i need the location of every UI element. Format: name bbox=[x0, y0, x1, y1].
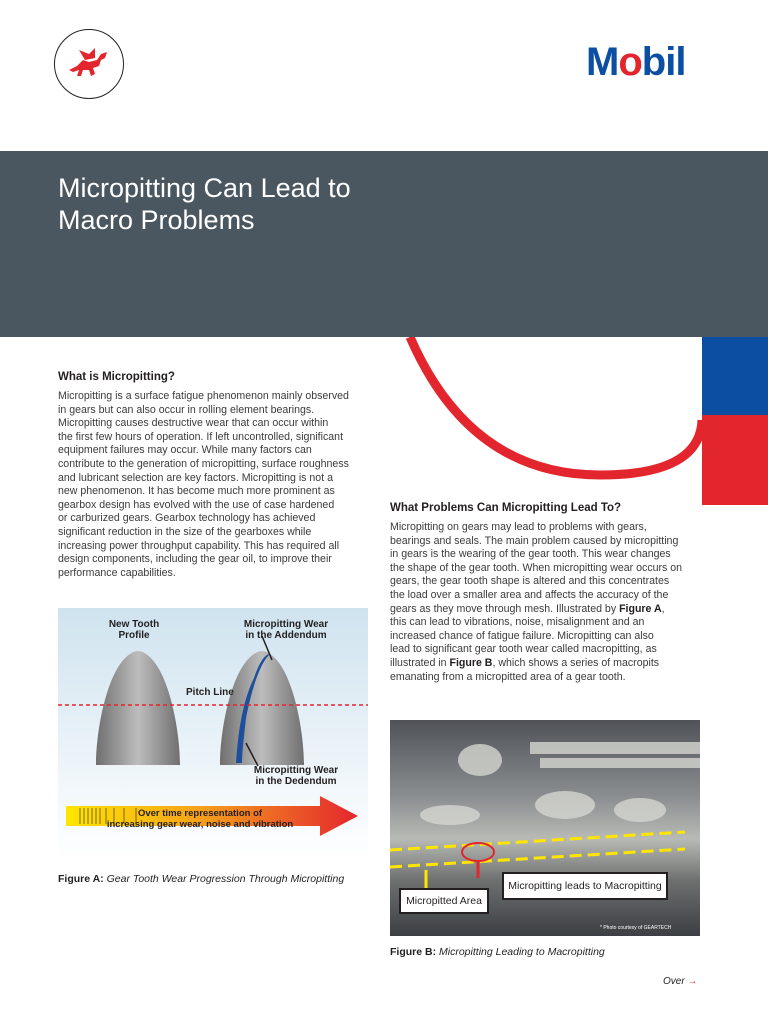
mobil-logo: Mobil bbox=[586, 40, 686, 84]
continue-link[interactable]: Over → bbox=[663, 976, 698, 987]
pegasus-icon bbox=[55, 30, 123, 98]
pegasus-emblem bbox=[54, 29, 124, 99]
label-new-tooth: New Tooth Profile bbox=[108, 619, 160, 641]
photo-credit: * Photo courtesy of GEARTECH bbox=[600, 925, 672, 931]
figure-b-caption: Figure B: Micropitting Leading to Macropitting bbox=[390, 946, 605, 958]
section-body-what-is: Micropitting is a surface fatigue phenomenon mainly observed in gears but can also occur in rolling element bearings. Micropitting causes destructive wear that can occur within the first few hours of operation. If left uncontrolled, significant equipment failures may occur. While many factors can contribute to the generation of micropitting, surface roughness and lubricant selection are key factors. Micropitting is not a new phenomenon. It has become much more prominent as gearbox design has evolved with the use of case hardened or carburized gears. Gearbox technology has achieved significant reduction in the size of the gearboxes while increasing power throughput capability. This has required all design components, including the gear oil, to improve their performance capabilities. bbox=[58, 390, 349, 579]
figure-a-caption: Figure A: Gear Tooth Wear Progression Through Micropitting bbox=[58, 873, 345, 885]
arrow-right-icon: → bbox=[687, 976, 698, 987]
red-bar bbox=[702, 415, 768, 505]
section-body-problems: Micropitting on gears may lead to problems with gears, bearings and seals. The main problem caused by micropitting in gears is the wearing of the gear tooth. This wear changes the shape of the gear tooth. When micropitting wear occurs on gears, the gear tooth shape is altered and this concentrates the load over a smaller area and affects the accuracy of the gears as they move through mesh. Illustrated by Figure A, this can lead to vibrations, noise, misalignment and an increased chance of fatigue failure. Micropitting can also lead to significant gear tooth wear called macropitting, as illustrated in Figure B, which shows a series of macropits emanating from a micropitted area of a gear tooth. bbox=[390, 521, 683, 683]
arrow-text: Over time representation of increasing gear wear, noise and vibration bbox=[106, 808, 294, 830]
red-arc bbox=[410, 337, 702, 475]
page-title bbox=[58, 172, 478, 236]
blue-bar bbox=[702, 337, 768, 415]
label-addendum: Micropitting Wear in the Addendum bbox=[243, 619, 329, 641]
section-heading-what-is: What is Micropitting? bbox=[58, 371, 175, 383]
label-pitch-line: Pitch Line bbox=[186, 687, 234, 698]
area-callout: Micropitted Area bbox=[399, 888, 489, 914]
macro-callout: Micropitting leads to Macropitting bbox=[502, 872, 668, 900]
section-heading-problems: What Problems Can Micropitting Lead To? bbox=[390, 502, 622, 514]
page-title-line-2: Macro Problems bbox=[58, 205, 255, 235]
page-title-line-1: Micropitting Can Lead to bbox=[58, 173, 351, 203]
label-dedendum: Micropitting Wear in the Dedendum bbox=[253, 765, 339, 787]
